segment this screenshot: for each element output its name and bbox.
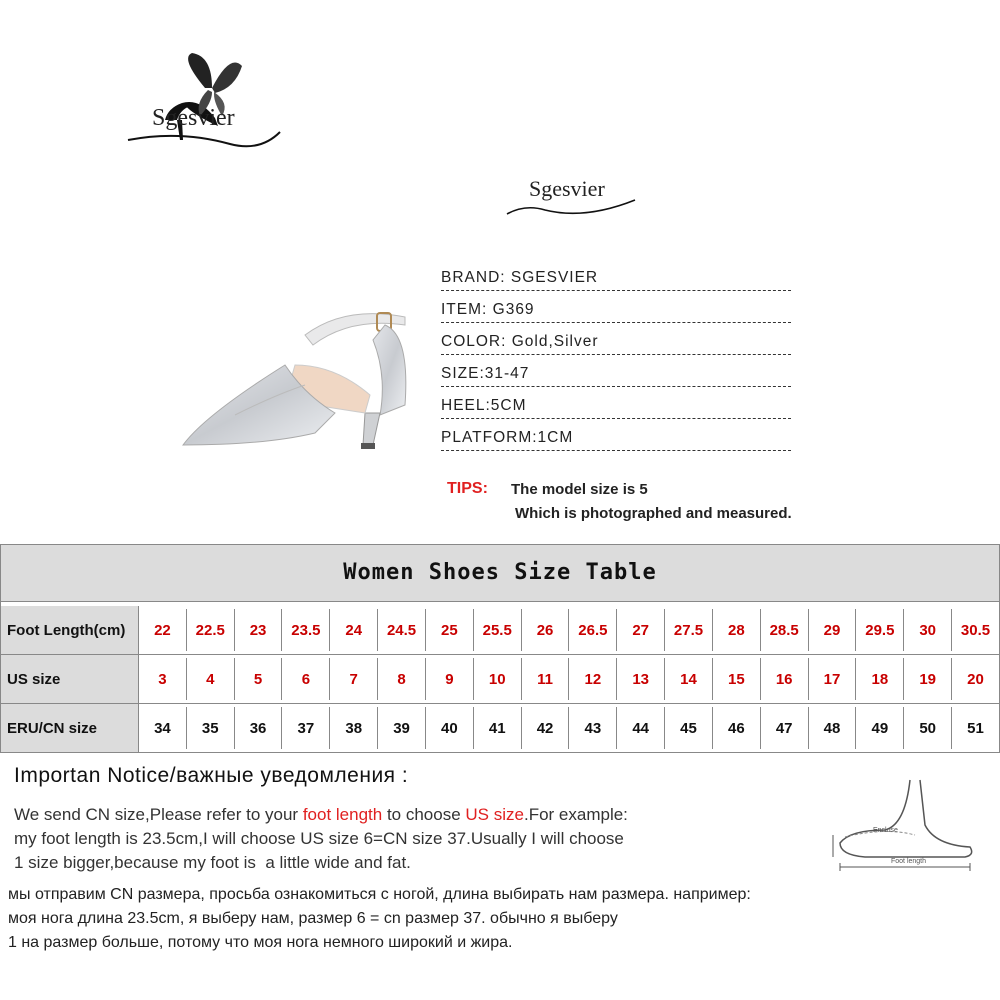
table-cell: 8 [378,658,426,700]
table-cell: 40 [426,707,474,749]
foot-measure-diagram [825,775,990,875]
row-header: Foot Length(cm) [1,606,139,654]
table-cell: 25 [426,609,474,651]
table-cell: 6 [282,658,330,700]
table-cell: 34 [139,707,187,749]
notice-en-text: .For example: [523,805,628,824]
spec-platform: PLATFORM:1CM [441,428,791,451]
table-cell: 24 [330,609,378,651]
table-cell: 35 [187,707,235,749]
table-cell: 46 [713,707,761,749]
brand-logo-small-text: Sgesvier [529,176,605,201]
notice-en-text: to choose [382,805,466,824]
row-header: ERU/CN size [1,704,139,752]
spec-item: ITEM: G369 [441,300,791,323]
size-table-title: Women Shoes Size Table [1,545,999,602]
table-cell: 4 [187,658,235,700]
notice-en-line1 [14,803,628,826]
table-cell: 12 [569,658,617,700]
table-cell: 18 [856,658,904,700]
table-cell: 28.5 [761,609,809,651]
table-cell: 30.5 [960,621,991,639]
tips-line2: Which is photographed and measured. [515,505,792,522]
table-cell: 48 [809,707,857,749]
notice-ru-line2: моя нога длина 23.5cm, я выберу нам, размер 6 = cn размер 37. обычно я выберу [8,910,618,927]
table-cell: 22.5 [187,609,235,651]
table-row-foot-length [1,606,999,655]
table-cell: 38 [330,707,378,749]
us-size-highlight: US size [465,805,524,824]
table-cell: 5 [235,658,283,700]
row-header: US size [1,655,139,703]
brand-logo-text: Sgesvier [152,105,235,131]
table-cell: 26 [522,609,570,651]
table-cell: 47 [761,707,809,749]
spec-heel: HEEL:5CM [441,396,791,419]
notice-title: Importan Notice/важные уведомления : [14,764,409,787]
table-cell: 50 [904,707,952,749]
table-cell: 26.5 [569,609,617,651]
enclose-label: Enclose [873,827,898,834]
product-image-shoe [175,295,425,470]
brand-logo-small [505,172,640,222]
table-cell: 7 [330,658,378,700]
spec-color: COLOR: Gold,Silver [441,332,791,355]
table-cell: 49 [856,707,904,749]
table-cell: 37 [282,707,330,749]
table-cell: 45 [665,707,713,749]
table-cell: 29.5 [856,609,904,651]
table-cell: 20 [967,670,984,688]
table-cell: 28 [713,609,761,651]
table-cell: 17 [809,658,857,700]
notice-en-text: We send CN size,Please refer to your [14,805,303,824]
table-cell: 30 [904,609,952,651]
table-cell: 14 [665,658,713,700]
notice-en-line2: my foot length is 23.5cm,I will choose US size 6=CN size 37.Usually I will choose [14,829,624,848]
foot-length-highlight: foot length [302,805,383,824]
table-cell: 3 [139,658,187,700]
table-cell: 36 [235,707,283,749]
table-cell: 22 [139,609,187,651]
table-cell: 13 [617,658,665,700]
table-cell: 25.5 [474,609,522,651]
tips-label: TIPS: [447,480,488,497]
table-cell: 23 [235,609,283,651]
table-row-us-size [1,655,999,704]
table-cell: 16 [761,658,809,700]
table-cell: 41 [474,707,522,749]
table-cell: 11 [522,658,570,700]
table-cell: 19 [904,658,952,700]
swoosh-icon [505,196,640,218]
table-row-eru-cn-size [1,704,999,752]
spec-brand: BRAND: SGESVIER [441,268,791,291]
table-cell: 23.5 [282,609,330,651]
table-cell: 10 [474,658,522,700]
table-cell: 51 [967,719,984,737]
table-cell: 24.5 [378,609,426,651]
table-cell: 29 [809,609,857,651]
spec-size: SIZE:31-47 [441,364,791,387]
notice-ru-line1: мы отправим CN размера, просьба ознакомиться с ногой, длина выбирать нам размера. например: [8,886,751,903]
notice-en-line3: 1 size bigger,because my foot is a little wide and fat. [14,853,411,872]
foot-length-label: Foot length [891,858,927,865]
table-cell: 27 [617,609,665,651]
brand-logo [120,48,290,163]
table-cell: 44 [617,707,665,749]
table-cell: 39 [378,707,426,749]
table-cell: 27.5 [665,609,713,651]
table-cell: 42 [522,707,570,749]
notice-ru-line3: 1 на размер больше, потому что моя нога немного широкий и жира. [8,934,513,951]
size-table [0,544,1000,753]
shoe-icon [175,295,425,470]
table-cell: 15 [713,658,761,700]
table-cell: 9 [426,658,474,700]
table-cell: 43 [569,707,617,749]
tips-line1: The model size is 5 [511,481,648,498]
